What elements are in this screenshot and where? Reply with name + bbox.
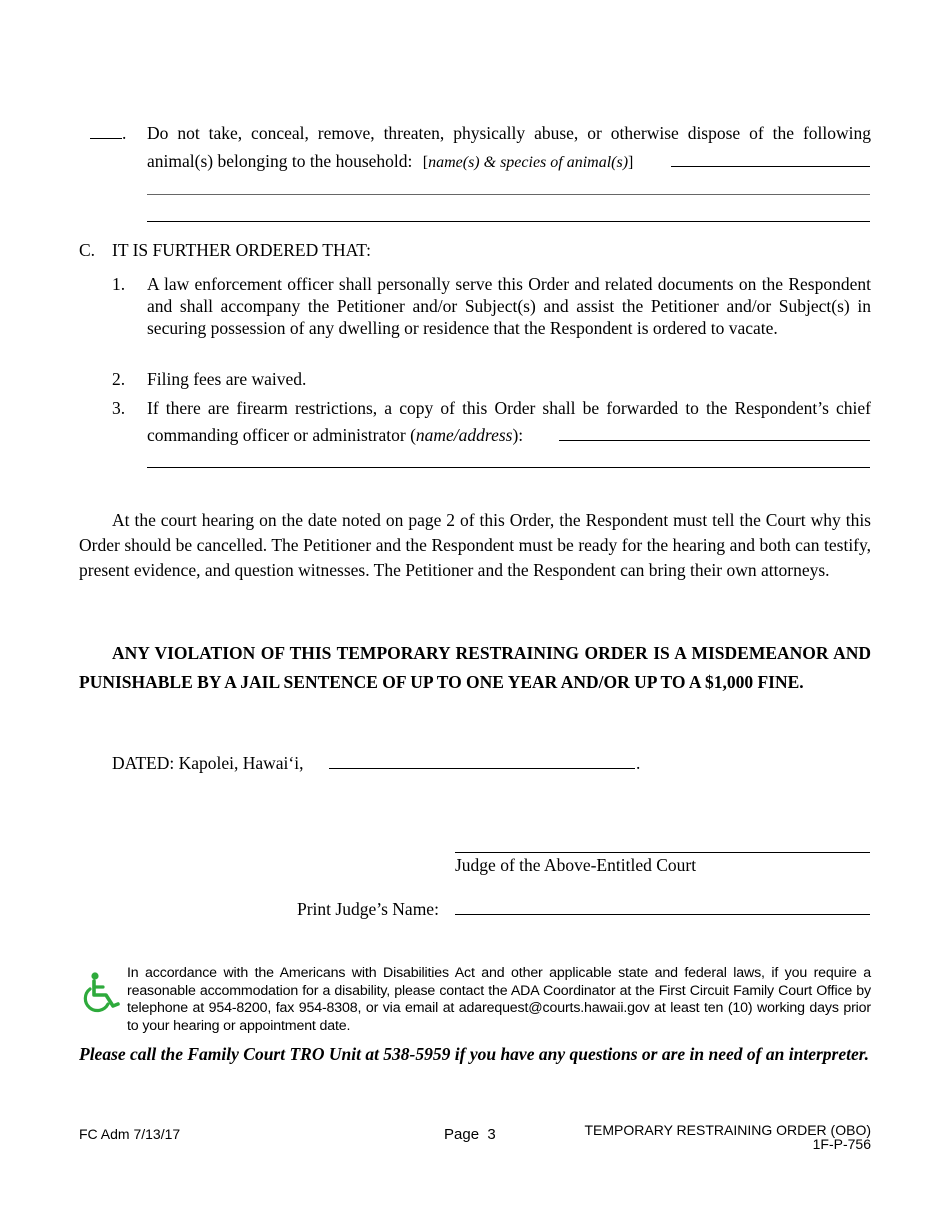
animals-blank-checkbox[interactable]: .: [90, 122, 130, 144]
item-3-number: 3.: [112, 398, 126, 418]
section-c-letter: C.: [79, 240, 96, 260]
judge-signature-line[interactable]: [455, 852, 870, 853]
item-3-label-a: commanding officer or administrator (: [147, 425, 416, 445]
print-judge-name-field-line[interactable]: [455, 914, 870, 915]
tro-unit-notice: Please call the Family Court TRO Unit at 538-5959 if you have any questions or are in need of an interpreter.: [79, 1044, 869, 1064]
print-judge-name-label: Print Judge’s Name:: [297, 899, 439, 919]
animals-field-line-3[interactable]: [147, 221, 870, 222]
animals-text-line2: [147, 150, 633, 174]
item-3-text-line1: If there are firearm restrictions, a copy of this Order shall be forwarded to the Respondent’s chief: [147, 398, 871, 418]
animals-field-line-2[interactable]: [147, 194, 870, 195]
firearm-officer-field-line-2[interactable]: [147, 467, 870, 468]
item-2-text: Filing fees are waived.: [147, 369, 307, 389]
date-field-line[interactable]: [329, 768, 635, 769]
footer-form-number: 1F-P-756: [812, 1136, 871, 1152]
item-2-number: 2.: [112, 369, 126, 389]
item-1-number: 1.: [112, 274, 126, 294]
bracket-open: [: [422, 154, 429, 171]
animals-text-line1: Do not take, conceal, remove, threaten, physically abuse, or otherwise dispose of the following: [147, 123, 871, 143]
footer-form-date: FC Adm 7/13/17: [79, 1126, 181, 1142]
firearm-officer-field-line-1[interactable]: [559, 440, 870, 441]
dated-label: DATED: Kapolei, Hawai‘i,: [112, 753, 304, 773]
item-3-label-b: ):: [512, 425, 524, 445]
judge-signature-caption: Judge of the Above-Entitled Court: [455, 855, 697, 875]
wheelchair-icon: [82, 970, 122, 1014]
dated-period: .: [636, 753, 641, 773]
bracket-close: ]: [628, 154, 634, 171]
footer-page-number: Page 3: [444, 1126, 496, 1143]
item-1-text: A law enforcement officer shall personally serve this Order and related documents on the Respondent and shall accompany the Petitioner and/or Subject(s) and assist the Petitioner and/or Subject(s) in securing possession of any dwelling or residence that the Respondent is ordered to vacate.: [147, 274, 871, 338]
violation-warning: ANY VIOLATION OF THIS TEMPORARY RESTRAINING ORDER IS A MISDEMEANOR AND PUNISHABLE BY A JAIL SENTENCE OF UP TO ONE YEAR AND/OR UP TO A $1,000 FINE.: [79, 643, 871, 692]
animals-label: animal(s) belonging to the household:: [147, 151, 413, 171]
hearing-paragraph: At the court hearing on the date noted on page 2 of this Order, the Respondent must tell the Court why this Order should be cancelled. The Petitioner and the Respondent must be ready for the hearing and both can testify, present evidence, and question witnesses. The Petitioner and the Respondent can bring their own attorneys.: [79, 510, 871, 580]
item-3-label-italic: name/address: [415, 425, 513, 445]
animals-field-line-1[interactable]: [671, 166, 870, 167]
section-c-heading: IT IS FURTHER ORDERED THAT:: [112, 240, 371, 260]
animals-field-label: name(s) & species of animal(s): [428, 154, 629, 171]
item-3-text-line2: [147, 424, 523, 446]
footer-form-title: [584, 1123, 871, 1151]
ada-notice: In accordance with the Americans with Disabilities Act and other applicable state and federal laws, if you require a reasonable accommodation for a disability, please contact the ADA Coordinator at the First Circuit Family Court Office by telephone at 954-8200, fax 954-8308, or via email at adarequest@courts.hawaii.gov at least ten (10) working days prior to your hearing or appointment date.: [127, 965, 871, 1034]
footer-form-title-text: TEMPORARY RESTRAINING ORDER (OBO): [584, 1122, 871, 1138]
